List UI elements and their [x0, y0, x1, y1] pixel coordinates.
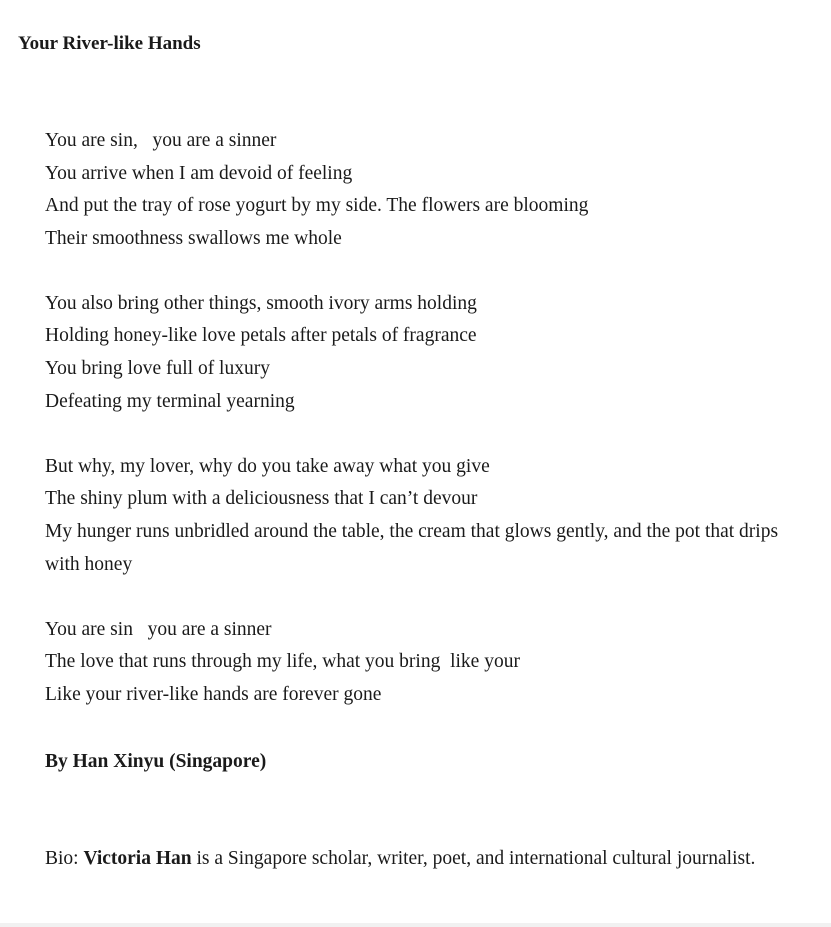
poem-line: Defeating my terminal yearning — [45, 390, 295, 412]
poem-line: And put the tray of rose yogurt by my side. The flowers are blooming — [45, 195, 589, 217]
poem-line: Like your river-like hands are forever gone — [45, 683, 382, 705]
author-bio — [45, 843, 785, 876]
poem-line: You are sin you are a sinner — [45, 618, 272, 640]
poem-line: Their smoothness swallows me whole — [45, 227, 342, 249]
poem-line: The love that runs through my life, what you bring like your — [45, 651, 520, 673]
bio-prefix: Bio: — [45, 848, 84, 869]
poem-title: Your River-like Hands — [18, 33, 201, 54]
author-byline: By Han Xinyu (Singapore) — [45, 751, 267, 772]
poem-line: Holding honey-like love petals after petals of fragrance — [45, 325, 477, 347]
page-bottom-edge — [0, 923, 831, 927]
bio-text: is a Singapore scholar, writer, poet, and international cultural journalist. — [191, 848, 756, 869]
poem-line: You arrive when I am devoid of feeling — [45, 162, 353, 184]
stanza-1 — [45, 125, 815, 255]
stanza-4 — [45, 614, 815, 712]
poem-line: But why, my lover, why do you take away what you give — [45, 455, 490, 477]
poem-line: You are sin, you are a sinner — [45, 130, 277, 151]
stanza-3 — [45, 451, 815, 581]
poem-line: My hunger runs unbridled around the table, the cream that glows gently, and the pot that drips with honey — [45, 520, 783, 575]
poem-line: You bring love full of luxury — [45, 358, 270, 380]
stanza-2 — [45, 288, 815, 418]
poem-line: You also bring other things, smooth ivory arms holding — [45, 292, 477, 314]
poem-line: The shiny plum with a deliciousness that I can’t devour — [45, 488, 478, 510]
bio-name: Victoria Han — [83, 848, 192, 869]
poem-body — [45, 125, 815, 744]
